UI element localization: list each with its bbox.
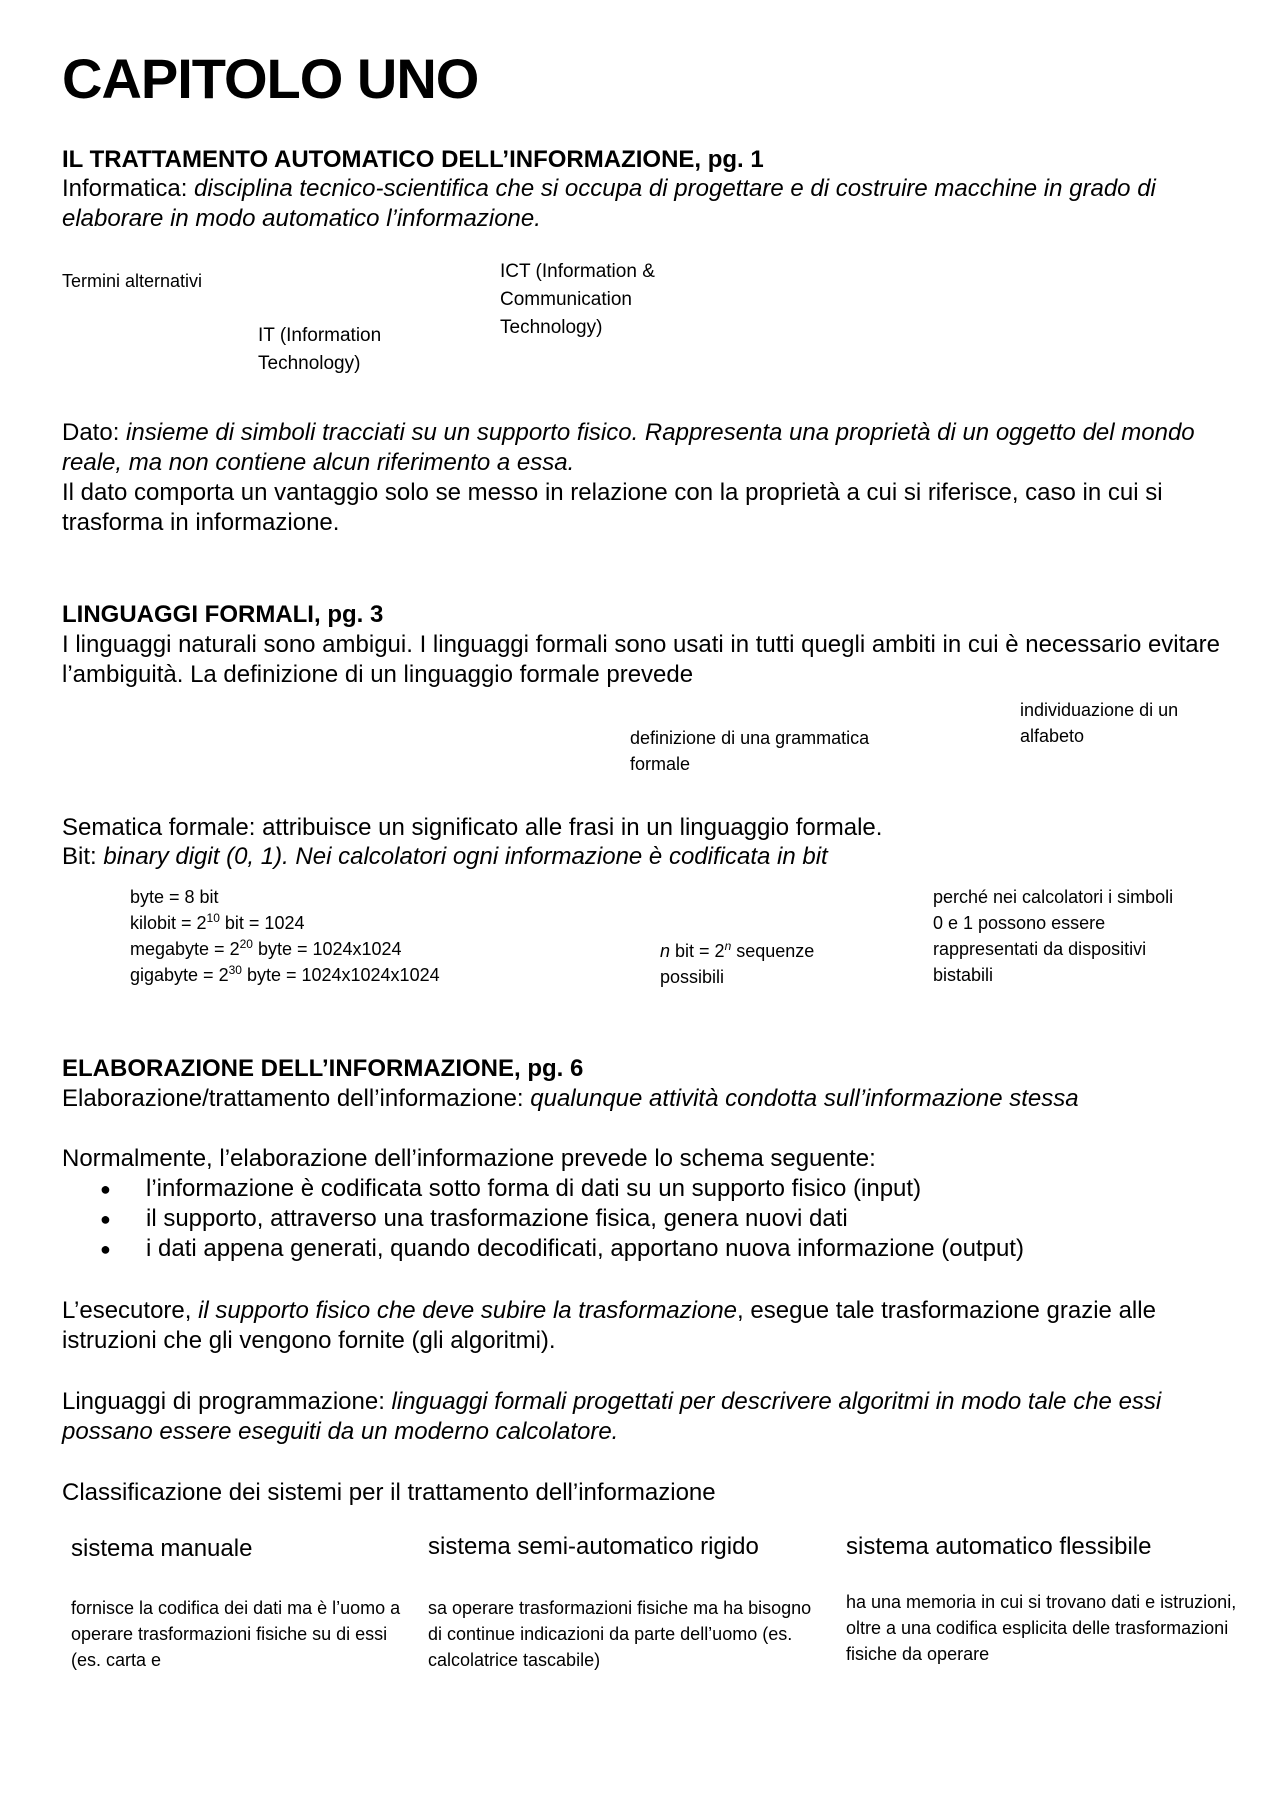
informatica-definition <box>62 174 1242 234</box>
semantica-formale: Sematica formale: attribuisce un significato alle frasi in un linguaggio formale. <box>62 814 883 841</box>
system-semi-name: sistema semi-automatico rigido <box>428 1533 759 1560</box>
lp-label: Linguaggi di programmazione: <box>62 1388 392 1415</box>
informatica-text: disciplina tecnico-scientifica che si occupa di progettare e di costruire macchine in grado di elaborare in modo automatico l’informazione. <box>62 175 1156 232</box>
unit-gigabyte: gigabyte = $2^{30}$ byte = 1024x1024x1024 <box>130 963 440 985</box>
linguaggi-intro: I linguaggi naturali sono ambigui. I linguaggi formali sono usati in tutti quegli ambiti in cui è necessario evitare l’ambiguità. La definizione di un linguaggio formale prevede <box>62 631 1220 688</box>
list-item: ● il supporto, attraverso una trasformazione fisica, genera nuovi dati <box>100 1204 1024 1234</box>
system-manual-name: sistema manuale <box>71 1535 253 1562</box>
system-semi-desc: sa operare trasformazioni fisiche ma ha bisogno di continue indicazioni da parte dell’uomo (es. calcolatrice tascabile) <box>428 1598 812 1670</box>
linguaggi-programmazione <box>62 1387 1242 1447</box>
page-title: CAPITOLO UNO <box>62 47 479 110</box>
elaborazione-definition <box>62 1084 1242 1114</box>
classificazione-title: Classificazione dei sistemi per il trattamento dell’informazione <box>62 1479 716 1506</box>
dato-definition <box>62 418 1242 478</box>
alt-terms-label: Termini alternativi <box>62 271 203 291</box>
section-heading-linguaggi: LINGUAGGI FORMALI, pg. 3 <box>62 601 384 628</box>
list-item: ● i dati appena generati, quando decodificati, apportano nuova informazione (output) <box>100 1234 1024 1264</box>
system-manual-desc: fornisce la codifica dei dati ma è l’uomo a operare trasformazioni fisiche su di essi (es. carta e <box>71 1598 401 1670</box>
unit-byte: byte = 8 bit <box>130 887 219 907</box>
schema-list <box>100 1174 1024 1264</box>
dato-extra: Il dato comporta un vantaggio solo se messo in relazione con la proprietà a cui si riferisce, caso in cui si trasforma in informazione. <box>62 479 1163 536</box>
bistabili-note: perché nei calcolatori i simboli 0 e 1 possono essere rappresentati da dispositivi bistabili <box>933 887 1174 985</box>
unit-kilobit: kilobit = $2^{10}$ bit = 1024 <box>130 911 305 933</box>
system-auto-desc: ha una memoria in cui si trovano dati e istruzioni, oltre a una codifica esplicita delle trasformazioni fisiche da operare <box>846 1592 1237 1664</box>
system-auto-name: sistema automatico flessibile <box>846 1533 1152 1560</box>
section-heading-elaborazione: ELABORAZIONE DELL’INFORMAZIONE, pg. 6 <box>62 1055 584 1082</box>
bit-text: binary digit (0, 1). Nei calcolatori ogni informazione è codificata in bit <box>103 843 828 870</box>
elaborazione-label: Elaborazione/trattamento dell’informazione: <box>62 1085 531 1112</box>
bit-definition <box>62 842 1242 872</box>
list-item: ● l’informazione è codificata sotto forma di dati su un supporto fisico (input) <box>100 1174 1024 1204</box>
box-alphabet: individuazione di un alfabeto <box>1020 700 1179 746</box>
nbit-sequences: n bit = $2^n$ sequenze possibili <box>660 939 815 987</box>
dato-label: Dato: <box>62 419 127 446</box>
lp-text: linguaggi formali progettati per descrivere algoritmi in modo tale che essi possano essere eseguiti da un moderno calcolatore. <box>62 1388 1162 1445</box>
bit-label: Bit: <box>62 843 104 870</box>
dato-text: insieme di simboli tracciati su un supporto fisico. Rappresenta una proprietà di un oggetto del mondo reale, ma non contiene alcun riferimento a essa. <box>62 419 1195 476</box>
esecutore-paragraph: L’esecutore, il supporto fisico che deve subire la trasformazione, esegue tale trasformazione grazie alle istruzioni che gli vengono fornite (gli algoritmi). <box>62 1297 1156 1354</box>
units-list <box>130 884 550 988</box>
alt-term-it: IT (Information Technology) <box>258 325 382 374</box>
box-grammar: definizione di una grammatica formale <box>630 728 870 774</box>
elaborazione-text: qualunque attività condotta sull’informazione stessa <box>530 1085 1079 1112</box>
section-heading-trattamento: IL TRATTAMENTO AUTOMATICO DELL’INFORMAZIONE, pg. 1 <box>62 146 764 173</box>
schema-intro: Normalmente, l’elaborazione dell’informazione prevede lo schema seguente: <box>62 1145 876 1172</box>
informatica-label: Informatica: <box>62 175 195 202</box>
unit-megabyte: megabyte = $2^{20}$ byte = 1024x1024 <box>130 937 402 959</box>
alt-term-ict: ICT (Information & Communication Technology) <box>500 261 655 338</box>
